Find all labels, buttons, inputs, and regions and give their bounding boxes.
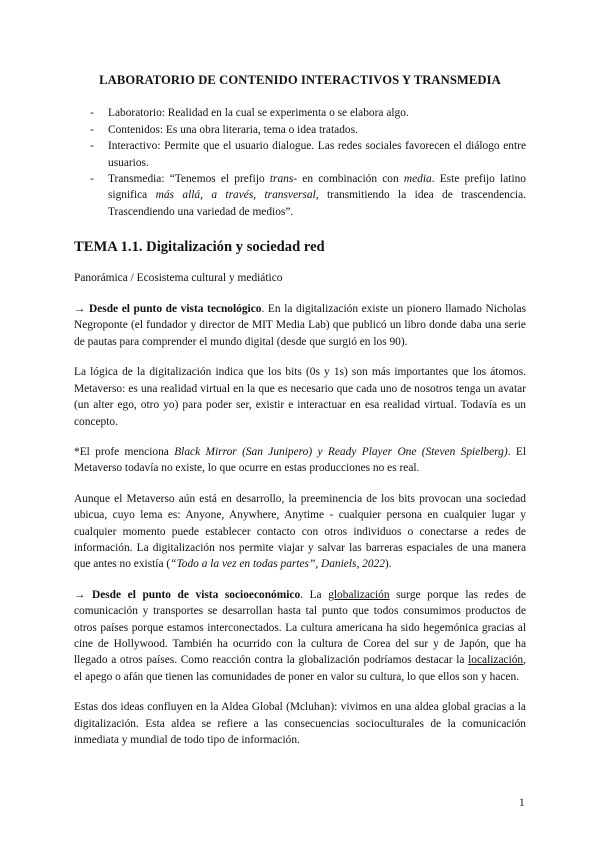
definition-transmedia: [90, 171, 526, 220]
paragraph-tecnologico: [74, 301, 526, 350]
transmedia-text-a: Transmedia: “Tenemos el prefijo: [108, 173, 270, 186]
ubicua-text-b: ).: [384, 558, 392, 571]
transmedia-text-c: . Este prefijo latino significa: [108, 173, 526, 202]
paragraph-profe: [74, 444, 526, 477]
transmedia-word-media: media: [403, 173, 432, 186]
profe-works: Black Mirror (San Junipero) y Ready Player One (Steven Spielberg): [174, 445, 508, 458]
socio-lead: → Desde el punto de vista socioeconómico: [74, 588, 301, 601]
definition-contenidos: - Contenidos: Es una obra literaria, tema o idea tratados.: [90, 122, 526, 138]
tecnologico-text: . En la digitalización existe un pionero llamado Nicholas Negroponte (el fundador y director de MIT Media Lab) que publicó un libro donde daba una serie de pautas para comprender el mundo digital (desde que surgió en los 90).: [74, 303, 527, 348]
paragraph-ubicua: [74, 491, 526, 573]
page-number: 1: [519, 797, 525, 809]
ubicua-citation: “Todo a la vez en todas partes”, Daniels, 2022: [170, 558, 385, 571]
socio-globalizacion: globalización: [328, 588, 390, 601]
socio-text-c: , el apego o afán que tienen las comunidades de poner en valor su cultura, lo que ellos son y hacen.: [74, 654, 526, 683]
transmedia-meaning: más allá, a través, transversal: [155, 189, 316, 202]
socio-localizacion: localización: [468, 654, 524, 667]
profe-text-b: . El Metaverso todavía no existe, lo que ocurre en estas producciones no es real.: [74, 445, 527, 475]
tecnologico-lead: → Desde el punto de vista tecnológico: [74, 303, 262, 316]
transmedia-text-b: en combinación con: [297, 173, 404, 186]
document-title: LABORATORIO DE CONTENIDO INTERACTIVOS Y TRANSMEDIA: [99, 73, 501, 87]
profe-text-a: *El profe menciona: [74, 445, 175, 458]
paragraph-socioeconomico: [74, 587, 526, 685]
paragraph-aldea-global: Estas dos ideas confluyen en la Aldea Global (Mcluhan): vivimos en una aldea global gracias a la digitalización. Esta aldea se refiere a las consecuencias socioculturales de la comunicación inmediata y mundial de todo tipo de información.: [74, 701, 526, 746]
socio-text-a: . La: [300, 588, 329, 601]
definition-interactivo: - Interactivo: Permite que el usuario dialogue. Las redes sociales favorecen el diálogo entre usuarios.: [90, 138, 526, 171]
transmedia-prefix-trans: trans-: [269, 173, 298, 186]
transmedia-text-d: , transmitiendo la idea de trascendencia. Trascendiendo una variedad de medios”.: [108, 189, 526, 218]
panoramica-subtitle: Panorámica / Ecosistema cultural y mediático: [74, 271, 283, 284]
ubicua-text-a: Aunque el Metaverso aún está en desarrollo, la preeminencia de los bits provocan una sociedad ubicua, cuyo lema es: Anyone, Anywhere, Anytime - cualquier persona en cualquier lugar y cualquier momento puede establecer contacto con otros individuos o conectarse a redes de información. La digitalización nos permite viajar y salvar las barreras espaciales de una manera que antes no existía (: [74, 492, 526, 571]
definition-laboratorio: - Laboratorio: Realidad en la cual se experimenta o se elabora algo.: [90, 105, 526, 121]
definitions-list: [74, 105, 526, 220]
paragraph-bits: La lógica de la digitalización indica que los bits (0s y 1s) son más importantes que los átomos. Metaverso: es una realidad virtual en la que es necesario que cada uno de nosotros tenga un avatar (un alter ego, otro yo) para poder ser, existir e interactuar en esa realidad virtual. Todavía es un concepto.: [74, 366, 526, 428]
socio-text-b: surge porque las redes de comunicación y transportes se desarrollan hasta tal punto que todos consumimos productos de otros países porque estamos interconectados. La cultura americana ha sido hegemónica gracias al cine de Hollywood. También ha ocurrido con la cultura de Corea del sur y de Japón, que ha llegado a otros países. Como reacción contra la globalización podríamos destacar la: [74, 588, 526, 667]
section-heading: TEMA 1.1. Digitalización y sociedad red: [74, 239, 325, 256]
page-content: [74, 72, 526, 762]
